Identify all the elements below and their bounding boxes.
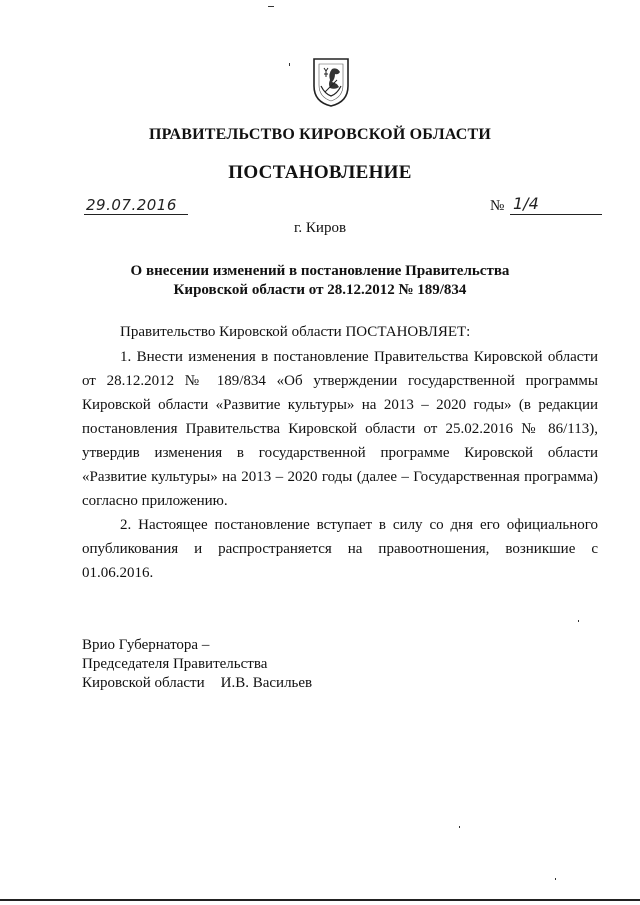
government-title: ПРАВИТЕЛЬСТВО КИРОВСКОЙ ОБЛАСТИ [148, 126, 492, 143]
signature-line-1: Врио Губернатора – [82, 637, 210, 653]
scan-speck [578, 620, 579, 622]
number-underline [510, 214, 602, 215]
kirov-oblast-coat-of-arms-icon [311, 56, 351, 108]
page-bottom-edge [0, 899, 640, 901]
scan-speck [555, 878, 556, 880]
body-paragraph-2: 2. Настоящее постановление вступает в силу со дня его официального опубликования и распространяется на правоотношения, возникшие с 01.06.2016. [82, 517, 598, 581]
document-body [82, 320, 598, 585]
body-paragraph-1: 1. Внести изменения в постановление Правительства Кировской области от 28.12.2012 № 189/834 «Об утверждении государственной программы Кировской области «Развитие культуры» на 2013 – 2020 годы» (в редакции постановления Правительства Кировской области от 25.02.2016 № 86/113), утвердив изменения в государственной программе Кировской области «Развитие культуры» на 2013 – 2020 годы (далее – Государственная программа) согласно приложению. [82, 349, 598, 509]
signature-line-3 [82, 674, 312, 693]
signature-block [82, 636, 312, 693]
scan-speck [459, 826, 460, 828]
scan-speck [289, 63, 290, 66]
number-label: № [490, 198, 505, 214]
date-underline [84, 214, 188, 215]
signatory-name: И.В. Васильев [220, 675, 313, 691]
scan-speck [268, 6, 274, 7]
signature-org: Кировской области [82, 675, 205, 691]
signature-line-2: Председателя Правительства [82, 656, 268, 672]
handwritten-date: 29.07.2016 [86, 196, 177, 214]
document-type-title: ПОСТАНОВЛЕНИЕ [228, 162, 412, 183]
body-lead: Правительство Кировской области ПОСТАНОВЛЯЕТ: [120, 324, 471, 340]
city-name: г. Киров [293, 220, 347, 236]
handwritten-number: 1/4 [513, 194, 539, 213]
document-subject: О внесении изменений в постановление Правительства Кировской области от 28.12.2012 № 189/834 [130, 263, 510, 298]
